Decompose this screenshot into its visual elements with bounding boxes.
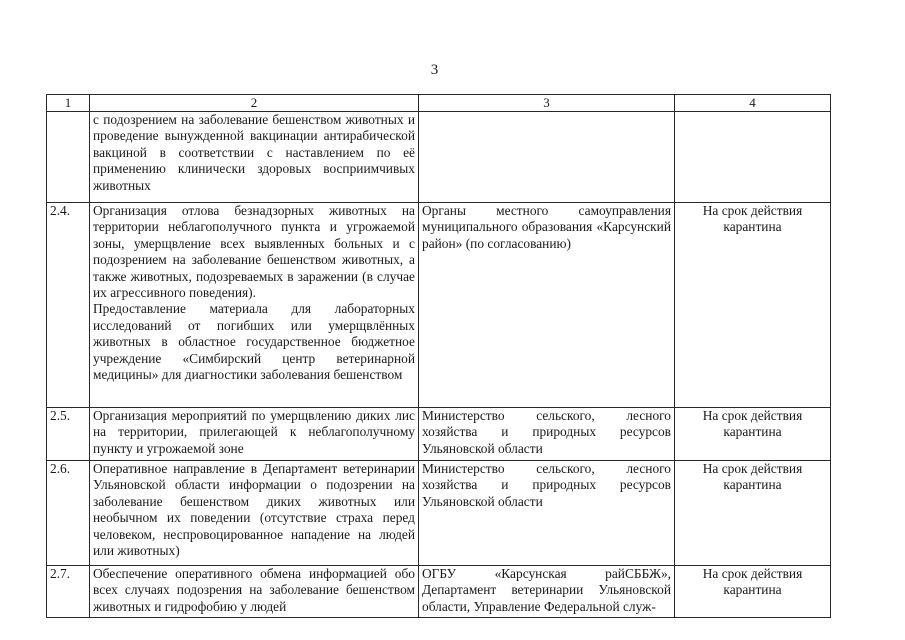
column-header: 4 <box>675 95 831 112</box>
activity-text: Оперативное направление в Департамент ветеринарии Ульяновской области информации о подозрении на заболевание бешенством диких животных или необычном их поведении (отсутствие страха перед человеком, неспровоцированное нападение на людей или животных) <box>93 461 415 559</box>
executor-cell: ОГБУ «Карсунская райСББЖ», Департамент ветеринарии Ульяновской области, Управление Федеральной служ- <box>419 566 675 618</box>
activity-text: Организация мероприятий по умерщвлению диких лис на территории, прилегающей к неблагополучному пункту и угрожаемой зоне <box>93 408 415 456</box>
activity-text: Обеспечение оперативного обмена информацией обо всех случаях подозрения на заболевание бешенством животных и гидрофобию у людей <box>93 566 415 614</box>
executor-cell <box>419 112 675 203</box>
activity-cell <box>90 408 419 461</box>
activity-text: с подозрением на заболевание бешенством животных и проведение вынужденной вакцинации антирабической вакциной в соответствии с наставлением по её применению клинически здоровых восприимчивых животных <box>93 112 415 193</box>
row-number: 2.4. <box>47 203 90 408</box>
executor-cell: Органы местного самоуправления муниципального образования «Карсунский район» (по согласованию) <box>419 203 675 408</box>
term-cell: На срок действия карантина <box>675 461 831 566</box>
table-row <box>47 461 831 566</box>
term-cell: На срок действия карантина <box>675 203 831 408</box>
activity-text: Предоставление материала для лабораторных исследований от погибших или умерщвлённых животных в областное государственное бюджетное учреждение «Симбирский центр ветеринарной медицины» для диагностики заболевания бешенством <box>93 301 415 383</box>
term-cell <box>675 112 831 203</box>
table-header-row <box>47 95 831 112</box>
measures-table <box>46 94 831 618</box>
table-row <box>47 112 831 203</box>
activity-text: Организация отлова безнадзорных животных на территории неблагополучного пункта и угрожаемой зоны, умерщвление всех выявленных больных и с подозрением на заболевание бешенством животных, а также животных, подозреваемых в заражении (в случае их агрессивного поведения). <box>93 203 415 301</box>
table-row <box>47 566 831 618</box>
table-row <box>47 408 831 461</box>
column-header: 3 <box>419 95 675 112</box>
page-number: 3 <box>430 62 439 78</box>
activity-cell <box>90 566 419 618</box>
executor-cell: Министерство сельского, лесного хозяйства и природных ресурсов Ульяновской области <box>419 461 675 566</box>
row-number: 2.6. <box>47 461 90 566</box>
row-number: 2.7. <box>47 566 90 618</box>
term-cell: На срок действия карантина <box>675 566 831 618</box>
activity-cell <box>90 112 419 203</box>
term-cell: На срок действия карантина <box>675 408 831 461</box>
column-header: 1 <box>47 95 90 112</box>
row-number: 2.5. <box>47 408 90 461</box>
executor-cell: Министерство сельского, лесного хозяйства и природных ресурсов Ульяновской области <box>419 408 675 461</box>
table-row <box>47 203 831 408</box>
row-number <box>47 112 90 203</box>
activity-cell <box>90 461 419 566</box>
column-header: 2 <box>90 95 419 112</box>
activity-cell <box>90 203 419 408</box>
